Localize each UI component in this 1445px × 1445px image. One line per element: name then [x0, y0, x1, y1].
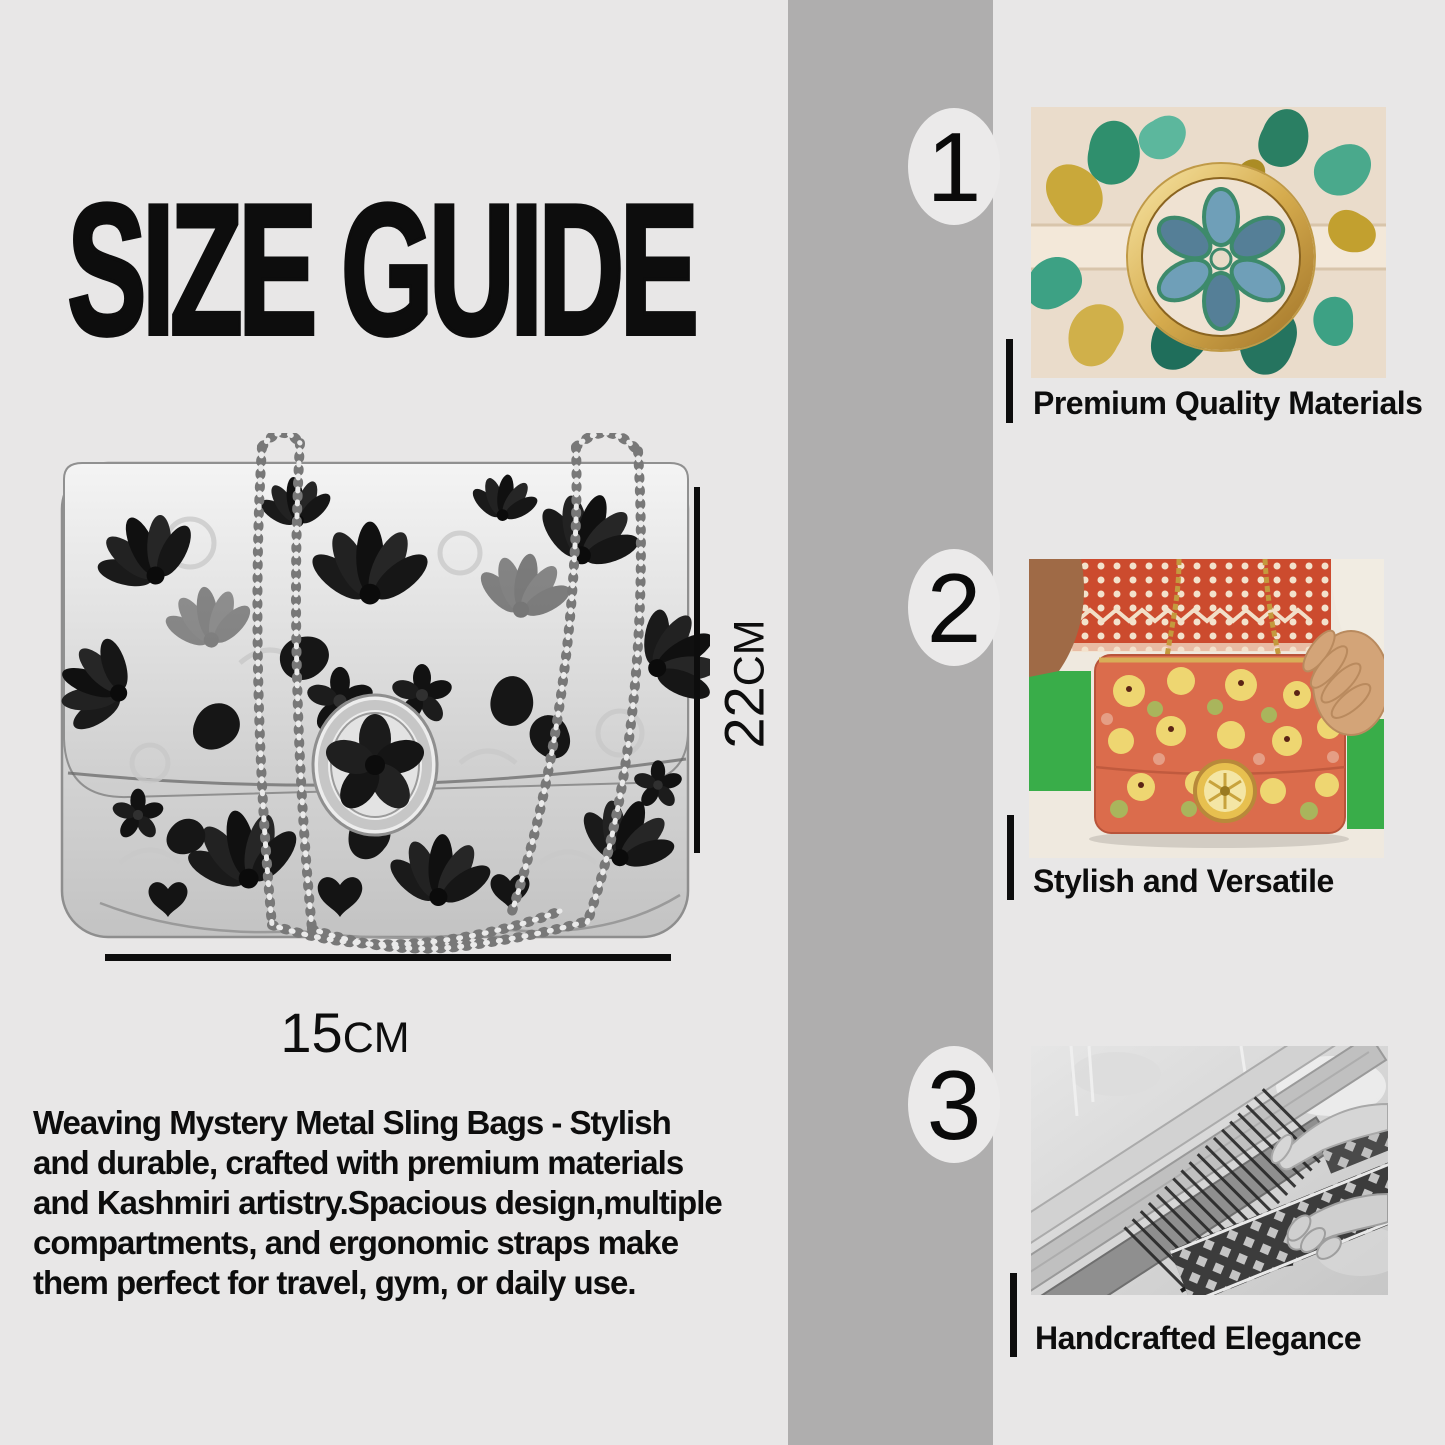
feature-image-weaving-loom [1031, 1046, 1388, 1295]
height-dimension-line [694, 487, 700, 853]
feature-caption-2: Stylish and Versatile [1033, 863, 1334, 899]
width-value: 15 [280, 1001, 343, 1064]
product-bag-illustration [40, 433, 710, 973]
feature-image-embroidery-closeup [1031, 107, 1386, 378]
feature-caption-1: Premium Quality Materials [1033, 385, 1423, 421]
caption-tick [1006, 339, 1013, 423]
description-line: Weaving Mystery Metal Sling Bags - Stylish [33, 1104, 671, 1141]
height-value: 22 [712, 686, 776, 749]
feature-number-badge-1 [908, 108, 1000, 225]
description-line: and durable, crafted with premium materials [33, 1144, 684, 1181]
width-dimension-label [280, 1000, 409, 1065]
product-description [33, 1103, 793, 1303]
description-line: them perfect for travel, gym, or daily use. [33, 1264, 636, 1301]
caption-tick [1010, 1273, 1017, 1357]
feature-number: 1 [926, 111, 982, 222]
feature-number-badge-3 [908, 1046, 1000, 1163]
feature-number: 3 [926, 1049, 982, 1160]
description-line: compartments, and ergonomic straps make [33, 1224, 679, 1261]
page-title: SIZE GUIDE [67, 165, 695, 374]
height-unit: CM [725, 619, 774, 687]
height-dimension-label [712, 619, 777, 748]
feature-caption-3: Handcrafted Elegance [1035, 1320, 1362, 1356]
width-dimension-line [105, 954, 671, 961]
width-unit: CM [342, 1014, 410, 1062]
feature-image-model-with-bag [1029, 559, 1384, 858]
feature-number-badge-2 [908, 549, 1000, 666]
description-line: and Kashmiri artistry.Spacious design,multiple [33, 1184, 722, 1221]
feature-number: 2 [926, 552, 982, 663]
caption-tick [1007, 815, 1014, 900]
